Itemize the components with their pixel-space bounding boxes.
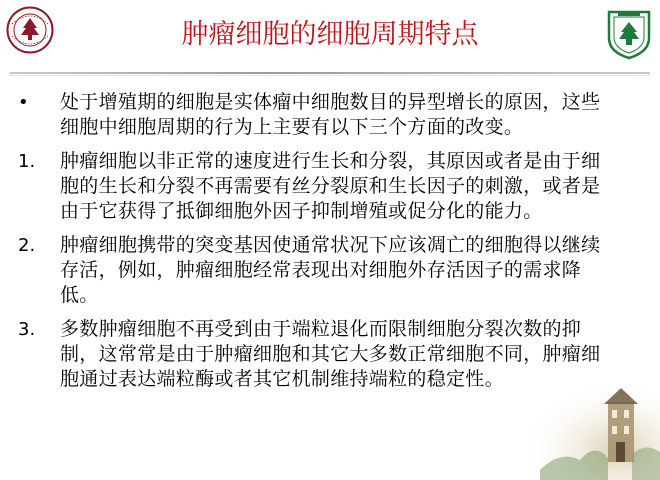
bullet-list (18, 90, 618, 401)
list-item-text: 多数肿瘤细胞不再受到由于端粒退化而限制细胞分裂次数的抑制，这常常是由于肿瘤细胞和其它大多数正常细胞不同，肿瘤细胞通过表达端粒酶或者其它机制维持端粒的稳定性。 (60, 318, 601, 390)
university-seal-icon (6, 6, 54, 54)
title-divider-shadow (10, 75, 650, 76)
list-number: 1. (18, 151, 36, 172)
list-number: 3. (18, 319, 36, 340)
school-crest-icon (605, 8, 653, 60)
slide-title: 肿瘤细胞的细胞周期特点 (181, 19, 479, 50)
list-item-text: 处于增殖期的细胞是实体瘤中细胞数目的异型增长的原因，这些细胞中细胞周期的行为上主要有以下三个方面的改变。 (60, 91, 601, 138)
list-number: 2. (18, 235, 36, 256)
list-item (18, 90, 618, 140)
list-item (18, 149, 618, 224)
list-item-text: 肿瘤细胞携带的突变基因使通常状况下应该凋亡的细胞得以继续存活，例如，肿瘤细胞经常表现出对细胞外存活因子的需求降低。 (60, 234, 601, 306)
title-divider (10, 72, 650, 74)
list-item (18, 233, 618, 308)
bullet-marker: • (18, 92, 29, 113)
campus-building-illustration (520, 380, 660, 480)
list-item-text: 肿瘤细胞以非正常的速度进行生长和分裂，其原因或者是由于细胞的生长和分裂不再需要有丝分裂原和生长因子的刺激，或者是由于它获得了抵御细胞外因子抑制增殖或促分化的能力。 (60, 150, 601, 222)
